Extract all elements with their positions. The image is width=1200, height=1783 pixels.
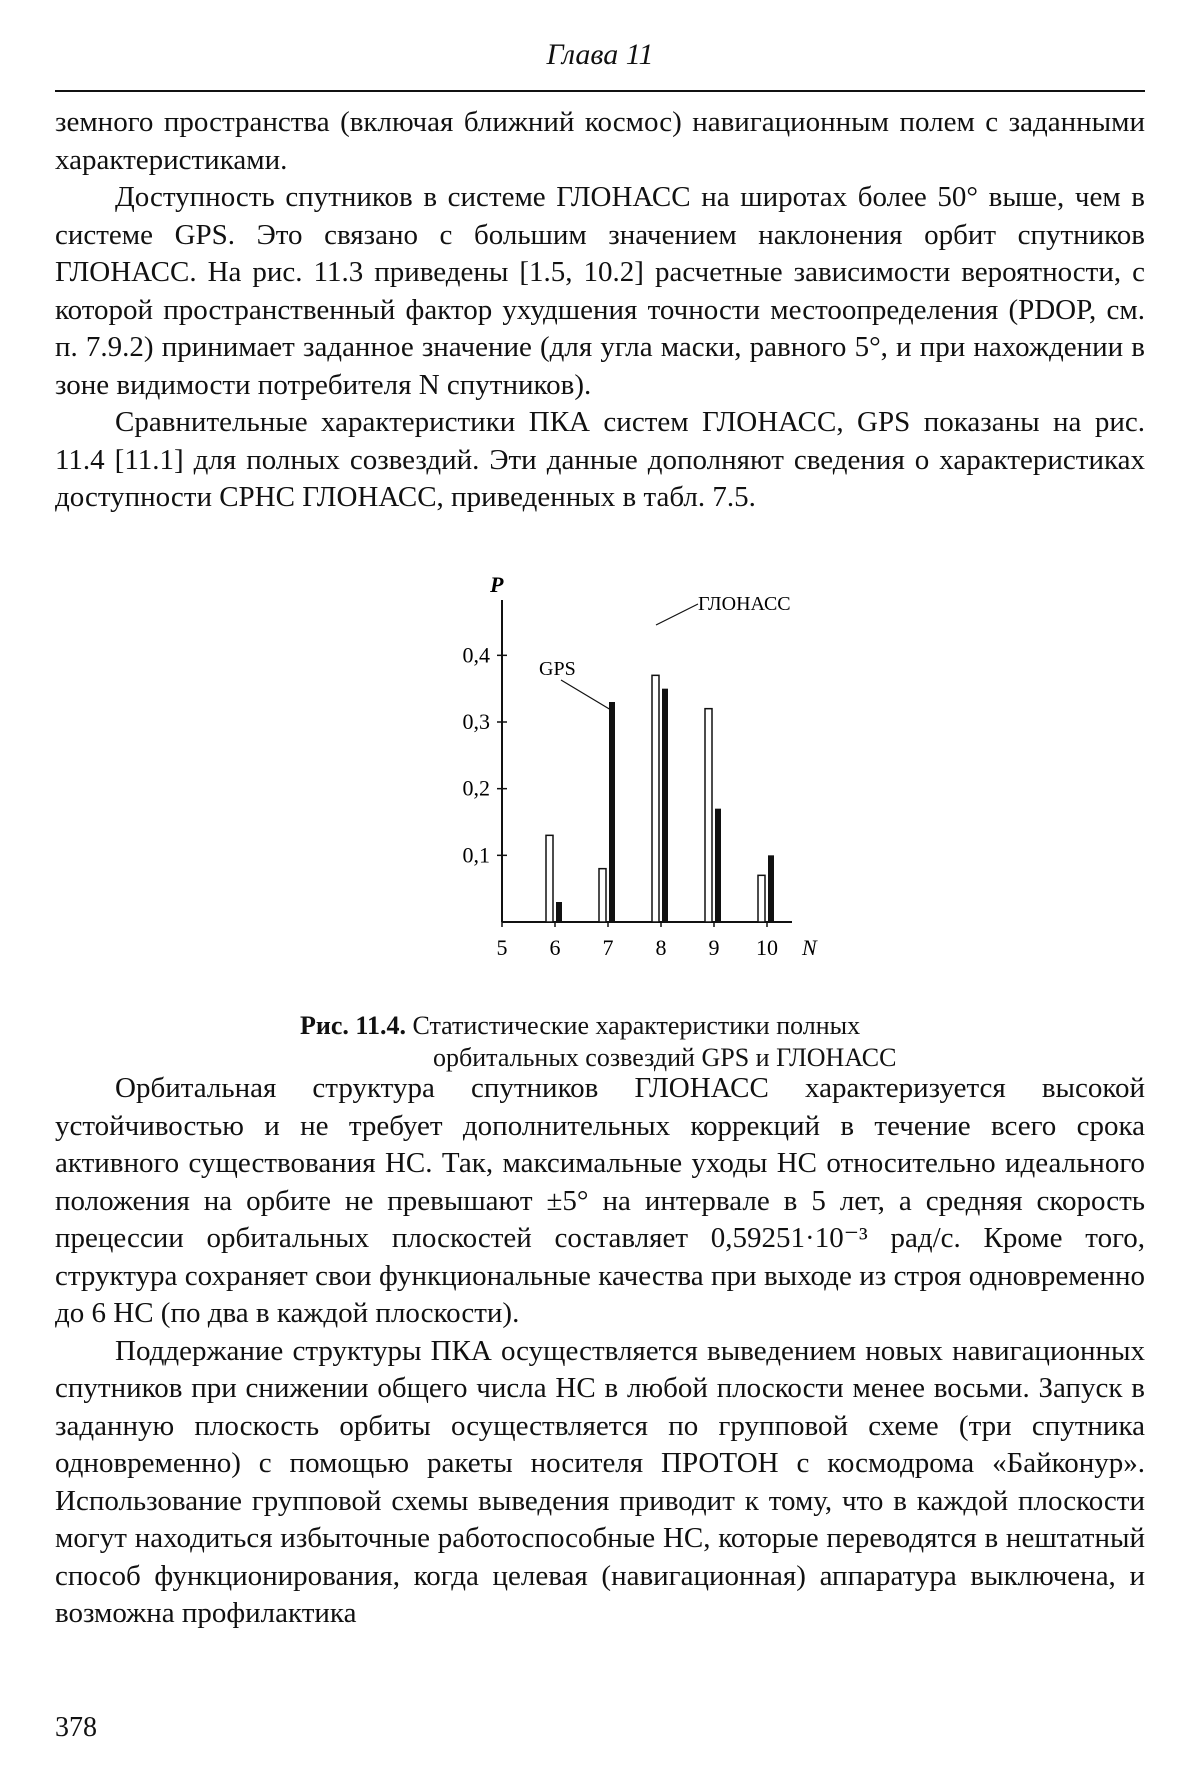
body-text-top (55, 104, 1145, 517)
bar-glonass (758, 875, 765, 922)
paragraph: Поддержание структуры ПКА осуществляется выведением новых навигационных спутников при снижении общего числа НС в любой плоскости менее восьми. Запуск в заданную плоскость орбиты осуществляется по групповой схеме (три спутника одновременно) с помощью ракеты носителя ПРОТОН с космодрома «Байконур». Использование групповой схемы выведения приводит к тому, что в каждой плоскости могут находиться избыточные работоспособные НС, которые переводятся в нештатный способ функционирования, когда целевая (навигационная) аппаратура выключена, и возможна профилактика (55, 1334, 1145, 1629)
bar-glonass (599, 869, 606, 922)
y-axis-label: P (490, 572, 504, 597)
caption-text-line2: орбитальных созвездий GPS и ГЛОНАСС (433, 1043, 897, 1072)
x-axis-label: N (802, 935, 817, 960)
bar-glonass (546, 835, 553, 922)
figure-11-4 (420, 570, 840, 990)
y-tick-label: 0,1 (462, 842, 490, 868)
header-rule (55, 90, 1145, 92)
annotation-glonass: ГЛОНАСС (698, 593, 791, 615)
x-tick-label: 7 (602, 935, 614, 960)
paragraph: Орбитальная структура спутников ГЛОНАСС характеризуется высокой устойчивостью и не требует дополнительных коррекций в течение всего срока активного существования НС. Так, максимальные уходы НС относительно идеального положения на орбите не превышают ±5° на интервале в 5 лет, а средняя скорость прецессии орбитальных плоскостей составляет 0,59251·10⁻³ рад/с. Кроме того, структура сохраняет свои функциональные качества при выходе из строя одновременно до 6 НС (по два в каждой плоскости). (55, 1072, 1145, 1329)
bar-glonass (652, 675, 659, 922)
body-text-bottom (55, 1070, 1145, 1633)
annotation-gps: GPS (539, 658, 576, 680)
page-number: 378 (55, 1712, 97, 1743)
x-tick-label: 5 (496, 935, 508, 960)
bar-gps (609, 702, 615, 922)
paragraph-continuation: земного пространства (включая ближний космос) навигационным полем с заданными характеристиками. (55, 106, 1145, 176)
bar-gps (662, 689, 668, 922)
y-tick-label: 0,4 (462, 642, 490, 668)
x-tick-label: 10 (756, 935, 778, 960)
paragraph: Доступность спутников в системе ГЛОНАСС на широтах более 50° выше, чем в системе GPS. Это связано с большим значением наклонения орбит спутников ГЛОНАСС. На рис. 11.3 приведены [1.5, 10.2] расчетные зависимости вероятности, с которой пространственный фактор ухудшения точности местоопределения (PDOP, см. п. 7.9.2) принимает заданное значение (для угла маски, равного 5°, и при нахождении в зоне видимости потребителя N спутников). (55, 181, 1145, 401)
x-tick-label: 8 (655, 935, 667, 960)
paragraph: Сравнительные характеристики ПКА систем ГЛОНАСС, GPS показаны на рис. 11.4 [11.1] для полных созвездий. Эти данные дополняют сведения о характеристиках доступности СРНС ГЛОНАСС, приведенных в табл. 7.5. (55, 406, 1145, 513)
y-tick-label: 0,3 (462, 709, 490, 734)
bar-chart (420, 570, 840, 990)
running-head: Глава 11 (546, 38, 654, 71)
bar-gps (768, 855, 774, 922)
x-tick-label: 6 (549, 935, 561, 960)
caption-text-line1: Статистические характеристики полных (412, 1011, 861, 1040)
caption-label: Рис. 11.4. (300, 1011, 406, 1040)
y-tick-label: 0,2 (462, 775, 490, 801)
annotation-glonass-leader (656, 604, 698, 625)
annotation-gps-leader (561, 680, 611, 710)
x-tick-label: 9 (708, 935, 720, 960)
figure-caption (300, 1010, 1000, 1074)
bar-gps (556, 902, 562, 922)
bar-gps (715, 809, 721, 922)
bar-glonass (705, 709, 712, 922)
